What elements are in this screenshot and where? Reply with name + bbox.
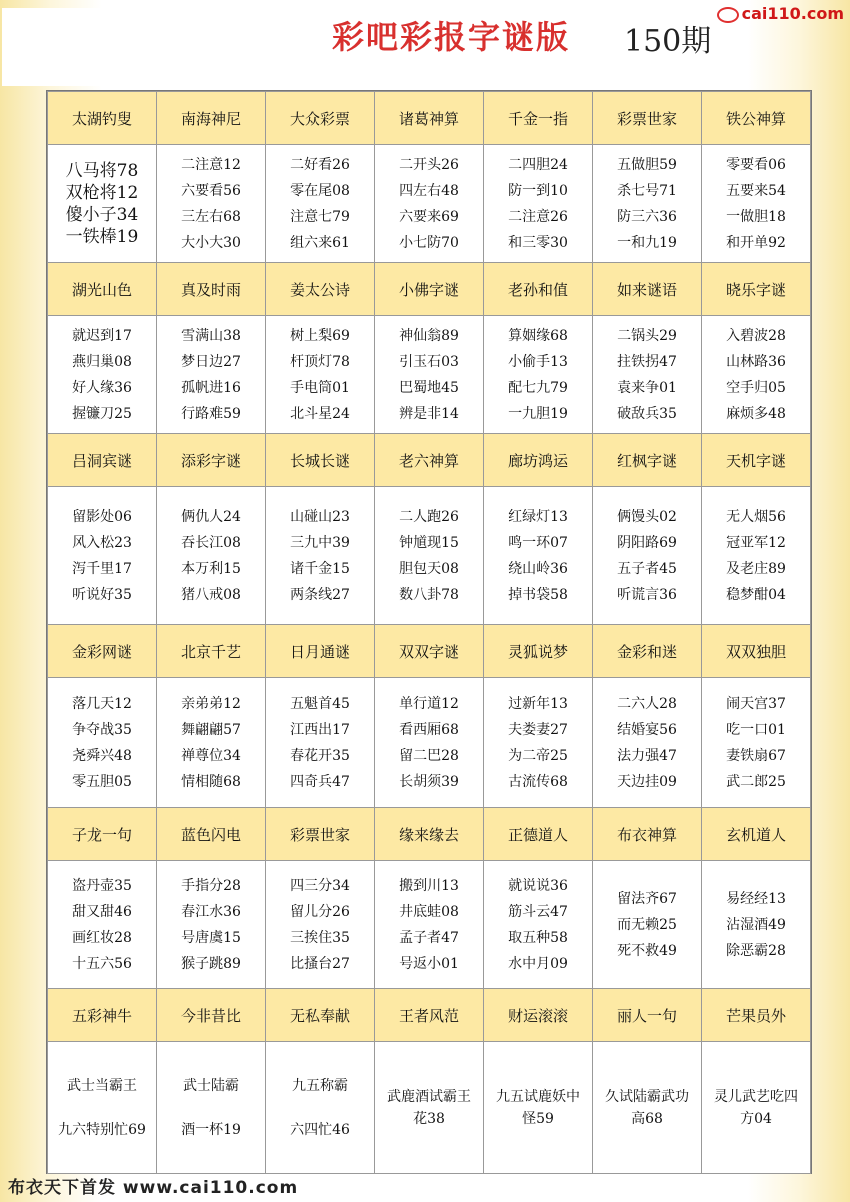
section-header-row xyxy=(48,434,811,487)
puzzle-cell xyxy=(48,1042,157,1174)
author-header: 丽人一句 xyxy=(593,989,702,1042)
puzzle-line: 好人缘36 xyxy=(72,379,132,396)
logo-ring-icon xyxy=(717,7,739,23)
puzzle-line: 争夺战35 xyxy=(72,721,132,738)
puzzle-line: 防一到10 xyxy=(508,182,568,199)
puzzle-line: 留影处06 xyxy=(72,508,132,525)
puzzle-line: 九六特别忙69 xyxy=(58,1121,146,1138)
puzzle-line: 号返小01 xyxy=(399,955,459,972)
section-header-row xyxy=(48,625,811,678)
puzzle-table xyxy=(47,91,811,1174)
puzzle-line: 为二帝25 xyxy=(508,747,568,764)
puzzle-line: 小偷手13 xyxy=(508,353,568,370)
author-header: 老孙和值 xyxy=(484,263,593,316)
author-header: 红枫字谜 xyxy=(593,434,702,487)
puzzle-line: 猪八戒08 xyxy=(181,586,241,603)
section-header-row xyxy=(48,808,811,861)
puzzle-line: 零五胆05 xyxy=(72,773,132,790)
puzzle-line: 算姻缘68 xyxy=(508,327,568,344)
puzzle-cell xyxy=(266,1042,375,1174)
puzzle-line: 搬到川13 xyxy=(399,877,459,894)
puzzle-line: 握镰刀25 xyxy=(72,405,132,422)
puzzle-line: 武鹿酒试霸王花38 xyxy=(387,1088,471,1127)
puzzle-line: 一九胆19 xyxy=(508,405,568,422)
author-header: 彩票世家 xyxy=(266,808,375,861)
puzzle-line: 而无赖25 xyxy=(617,916,677,933)
puzzle-line: 配七九79 xyxy=(508,379,568,396)
puzzle-line: 梦日边27 xyxy=(181,353,241,370)
author-header: 湖光山色 xyxy=(48,263,157,316)
puzzle-line: 四左右48 xyxy=(399,182,459,199)
puzzle-line: 就迟到17 xyxy=(72,327,132,344)
puzzle-line: 听说好35 xyxy=(72,586,132,603)
footer-text: 布衣天下首发 www.cai110.com xyxy=(8,1178,299,1198)
puzzle-line: 山林路36 xyxy=(726,353,786,370)
puzzle-line: 三九中39 xyxy=(290,534,350,551)
author-header: 灵狐说梦 xyxy=(484,625,593,678)
author-header: 双双独胆 xyxy=(702,625,811,678)
author-header: 金彩网谜 xyxy=(48,625,157,678)
blank-banner-left xyxy=(2,8,282,86)
author-header: 正德道人 xyxy=(484,808,593,861)
puzzle-line: 灵儿武艺吃四方04 xyxy=(714,1088,798,1127)
puzzle-line: 留儿分26 xyxy=(290,903,350,920)
puzzle-cell xyxy=(48,678,157,808)
section-body-row xyxy=(48,316,811,434)
puzzle-line: 孟子者47 xyxy=(399,929,459,946)
puzzle-cell xyxy=(484,316,593,434)
puzzle-cell xyxy=(375,1042,484,1174)
author-header: 长城长谜 xyxy=(266,434,375,487)
author-header: 千金一指 xyxy=(484,92,593,145)
puzzle-line: 钟馗现15 xyxy=(399,534,459,551)
puzzle-line: 吞长江08 xyxy=(181,534,241,551)
puzzle-line: 除恶霸28 xyxy=(726,942,786,959)
puzzle-line: 鸣一环07 xyxy=(508,534,568,551)
puzzle-line: 和三零30 xyxy=(508,234,568,251)
author-header: 芒果员外 xyxy=(702,989,811,1042)
puzzle-line: 夫娄妻27 xyxy=(508,721,568,738)
puzzle-line: 一铁棒19 xyxy=(65,226,139,247)
puzzle-cell xyxy=(593,1042,702,1174)
puzzle-cell xyxy=(375,678,484,808)
puzzle-cell xyxy=(157,145,266,263)
puzzle-line: 二注意26 xyxy=(508,208,568,225)
puzzle-cell xyxy=(593,678,702,808)
puzzle-line: 泻千里17 xyxy=(72,560,132,577)
puzzle-line: 结婚宴56 xyxy=(617,721,677,738)
author-header: 双双字谜 xyxy=(375,625,484,678)
puzzle-line: 画红妆28 xyxy=(72,929,132,946)
puzzle-line: 易经经13 xyxy=(726,890,786,907)
puzzle-line: 吃一口01 xyxy=(726,721,786,738)
puzzle-line: 阴阳路69 xyxy=(617,534,677,551)
puzzle-line: 俩仇人24 xyxy=(181,508,241,525)
puzzle-line: 筋斗云47 xyxy=(508,903,568,920)
puzzle-line: 拄铁拐47 xyxy=(617,353,677,370)
puzzle-cell xyxy=(157,487,266,625)
puzzle-line: 傻小子34 xyxy=(65,204,139,225)
puzzle-cell xyxy=(48,487,157,625)
puzzle-line: 盗丹壶35 xyxy=(72,877,132,894)
author-header: 真及时雨 xyxy=(157,263,266,316)
puzzle-cell xyxy=(375,316,484,434)
puzzle-line: 武士陆霸 xyxy=(183,1077,239,1094)
author-header: 诸葛神算 xyxy=(375,92,484,145)
line-spacer xyxy=(157,1097,265,1119)
puzzle-line: 沾湿酒49 xyxy=(726,916,786,933)
puzzle-cell xyxy=(702,861,811,989)
puzzle-line: 三挨住35 xyxy=(290,929,350,946)
puzzle-line: 情相随68 xyxy=(181,773,241,790)
site-logo-text: cai110.com xyxy=(741,4,844,23)
puzzle-line: 三左右68 xyxy=(181,208,241,225)
puzzle-line: 引玉石03 xyxy=(399,353,459,370)
puzzle-line: 胆包天08 xyxy=(399,560,459,577)
puzzle-cell xyxy=(484,145,593,263)
puzzle-line: 风入松23 xyxy=(72,534,132,551)
section-body-row xyxy=(48,1042,811,1174)
puzzle-line: 巴蜀地45 xyxy=(399,379,459,396)
site-logo[interactable] xyxy=(717,4,844,23)
puzzle-line: 组六来61 xyxy=(290,234,350,251)
puzzle-line: 行路难59 xyxy=(181,405,241,422)
author-header: 金彩和迷 xyxy=(593,625,702,678)
puzzle-line: 麻烦多48 xyxy=(726,405,786,422)
author-header: 今非昔比 xyxy=(157,989,266,1042)
author-header: 如来谜语 xyxy=(593,263,702,316)
puzzle-line: 号唐虞15 xyxy=(181,929,241,946)
puzzle-cell xyxy=(157,1042,266,1174)
puzzle-line: 小七防70 xyxy=(399,234,459,251)
puzzle-line: 六四忙46 xyxy=(290,1121,350,1138)
puzzle-line: 就说说36 xyxy=(508,877,568,894)
puzzle-line: 甜又甜46 xyxy=(72,903,132,920)
section-body-row xyxy=(48,678,811,808)
puzzle-line: 春江水36 xyxy=(181,903,241,920)
puzzle-cell xyxy=(702,316,811,434)
puzzle-line: 手电筒01 xyxy=(290,379,350,396)
puzzle-cell xyxy=(48,861,157,989)
puzzle-line: 红绿灯13 xyxy=(508,508,568,525)
puzzle-line: 十五六56 xyxy=(72,955,132,972)
page-title: 彩吧彩报字谜版 xyxy=(332,18,571,56)
puzzle-line: 九五试鹿妖中怪59 xyxy=(496,1088,580,1127)
puzzle-line: 辨是非14 xyxy=(399,405,459,422)
puzzle-cell xyxy=(593,316,702,434)
puzzle-line: 山碰山23 xyxy=(290,508,350,525)
puzzle-cell xyxy=(484,861,593,989)
puzzle-line: 听谎言36 xyxy=(617,586,677,603)
puzzle-line: 比搔台27 xyxy=(290,955,350,972)
puzzle-line: 杆顶灯78 xyxy=(290,353,350,370)
puzzle-line: 破敌兵35 xyxy=(617,405,677,422)
section-header-row xyxy=(48,92,811,145)
puzzle-line: 双枪将12 xyxy=(65,182,139,203)
puzzle-line: 稳梦酣04 xyxy=(726,586,786,603)
puzzle-line: 六要来69 xyxy=(399,208,459,225)
puzzle-line: 袁来争01 xyxy=(617,379,677,396)
author-header: 缘来缘去 xyxy=(375,808,484,861)
puzzle-line: 二人跑26 xyxy=(399,508,459,525)
puzzle-line: 酒一杯19 xyxy=(181,1121,241,1138)
puzzle-line: 孤帆进16 xyxy=(181,379,241,396)
puzzle-line: 看西厢68 xyxy=(399,721,459,738)
puzzle-line: 古流传68 xyxy=(508,773,568,790)
puzzle-cell xyxy=(702,145,811,263)
puzzle-line: 井底蛙08 xyxy=(399,903,459,920)
puzzle-line: 两条线27 xyxy=(290,586,350,603)
puzzle-line: 二锅头29 xyxy=(617,327,677,344)
puzzle-line: 春花开35 xyxy=(290,747,350,764)
author-header: 添彩字谜 xyxy=(157,434,266,487)
puzzle-line: 落几天12 xyxy=(72,695,132,712)
author-header: 王者风范 xyxy=(375,989,484,1042)
author-header: 晓乐字谜 xyxy=(702,263,811,316)
puzzle-cell xyxy=(48,145,157,263)
puzzle-cell xyxy=(593,861,702,989)
puzzle-line: 二六人28 xyxy=(617,695,677,712)
puzzle-line: 北斗星24 xyxy=(290,405,350,422)
puzzle-line: 四奇兵47 xyxy=(290,773,350,790)
puzzle-line: 留二巴28 xyxy=(399,747,459,764)
puzzle-line: 四三分34 xyxy=(290,877,350,894)
author-header: 彩票世家 xyxy=(593,92,702,145)
puzzle-cell xyxy=(484,1042,593,1174)
puzzle-line: 单行道12 xyxy=(399,695,459,712)
puzzle-line: 五魁首45 xyxy=(290,695,350,712)
puzzle-cell xyxy=(702,678,811,808)
puzzle-cell xyxy=(266,145,375,263)
author-header: 日月通谜 xyxy=(266,625,375,678)
author-header: 小佛字谜 xyxy=(375,263,484,316)
puzzle-line: 一和九19 xyxy=(617,234,677,251)
author-header: 南海神尼 xyxy=(157,92,266,145)
puzzle-line: 八马将78 xyxy=(65,160,139,181)
author-header: 五彩神牛 xyxy=(48,989,157,1042)
puzzle-line: 本万利15 xyxy=(181,560,241,577)
puzzle-line: 亲弟弟12 xyxy=(181,695,241,712)
puzzle-cell xyxy=(266,861,375,989)
puzzle-line: 武二郎25 xyxy=(726,773,786,790)
section-body-row xyxy=(48,487,811,625)
puzzle-line: 大小大30 xyxy=(181,234,241,251)
puzzle-line: 注意七79 xyxy=(290,208,350,225)
puzzle-line: 二好看26 xyxy=(290,156,350,173)
puzzle-line: 闹天宫37 xyxy=(726,695,786,712)
line-spacer xyxy=(266,1097,374,1119)
author-header: 布衣神算 xyxy=(593,808,702,861)
puzzle-cell xyxy=(593,487,702,625)
author-header: 吕洞宾谜 xyxy=(48,434,157,487)
blank-banner-mid xyxy=(358,56,584,84)
puzzle-line: 无人烟56 xyxy=(726,508,786,525)
line-spacer xyxy=(48,1097,156,1119)
puzzle-line: 尧舜兴48 xyxy=(72,747,132,764)
puzzle-line: 二注意12 xyxy=(181,156,241,173)
author-header: 子龙一句 xyxy=(48,808,157,861)
puzzle-line: 禅尊位34 xyxy=(181,747,241,764)
puzzle-line: 俩馒头02 xyxy=(617,508,677,525)
puzzle-line: 杀七号71 xyxy=(617,182,677,199)
puzzle-cell xyxy=(266,487,375,625)
puzzle-line: 二四胆24 xyxy=(508,156,568,173)
puzzle-line: 入碧波28 xyxy=(726,327,786,344)
puzzle-line: 雪满山38 xyxy=(181,327,241,344)
author-header: 蓝色闪电 xyxy=(157,808,266,861)
section-body-row xyxy=(48,861,811,989)
section-header-row xyxy=(48,989,811,1042)
puzzle-line: 江西出17 xyxy=(290,721,350,738)
puzzle-cell xyxy=(48,316,157,434)
puzzle-line: 留法齐67 xyxy=(617,890,677,907)
puzzle-line: 神仙翁89 xyxy=(399,327,459,344)
puzzle-line: 树上梨69 xyxy=(290,327,350,344)
puzzle-line: 零在尾08 xyxy=(290,182,350,199)
puzzle-cell xyxy=(484,678,593,808)
puzzle-line: 武士当霸王 xyxy=(67,1077,137,1094)
puzzle-line: 掉书袋58 xyxy=(508,586,568,603)
puzzle-line: 九五称霸 xyxy=(292,1077,348,1094)
puzzle-sheet xyxy=(46,90,812,1174)
puzzle-cell xyxy=(157,316,266,434)
author-header: 天机字谜 xyxy=(702,434,811,487)
puzzle-cell xyxy=(484,487,593,625)
section-header-row xyxy=(48,263,811,316)
puzzle-cell xyxy=(157,678,266,808)
puzzle-line: 诸千金15 xyxy=(290,560,350,577)
puzzle-line: 久试陆霸武功高68 xyxy=(605,1088,689,1127)
puzzle-cell xyxy=(702,487,811,625)
author-header: 铁公神算 xyxy=(702,92,811,145)
puzzle-line: 舞翩翩57 xyxy=(181,721,241,738)
puzzle-line: 法力强47 xyxy=(617,747,677,764)
puzzle-cell xyxy=(375,145,484,263)
puzzle-line: 和开单92 xyxy=(726,234,786,251)
puzzle-line: 手指分28 xyxy=(181,877,241,894)
issue-number: 150期 xyxy=(624,24,712,59)
puzzle-line: 天边挂09 xyxy=(617,773,677,790)
author-header: 廊坊鸿运 xyxy=(484,434,593,487)
section-body-row xyxy=(48,145,811,263)
puzzle-cell xyxy=(266,678,375,808)
puzzle-cell xyxy=(375,487,484,625)
author-header: 北京千艺 xyxy=(157,625,266,678)
puzzle-line: 取五种58 xyxy=(508,929,568,946)
puzzle-line: 妻铁扇67 xyxy=(726,747,786,764)
author-header: 大众彩票 xyxy=(266,92,375,145)
author-header: 玄机道人 xyxy=(702,808,811,861)
puzzle-line: 死不救49 xyxy=(617,942,677,959)
puzzle-cell xyxy=(702,1042,811,1174)
puzzle-cell xyxy=(593,145,702,263)
puzzle-line: 及老庄89 xyxy=(726,560,786,577)
puzzle-line: 防三六36 xyxy=(617,208,677,225)
author-header: 姜太公诗 xyxy=(266,263,375,316)
puzzle-line: 一做胆18 xyxy=(726,208,786,225)
puzzle-line: 冠亚军12 xyxy=(726,534,786,551)
puzzle-cell xyxy=(266,316,375,434)
author-header: 老六神算 xyxy=(375,434,484,487)
puzzle-line: 五做胆59 xyxy=(617,156,677,173)
puzzle-cell xyxy=(375,861,484,989)
author-header: 太湖钓叟 xyxy=(48,92,157,145)
puzzle-line: 燕归巢08 xyxy=(72,353,132,370)
puzzle-line: 空手归05 xyxy=(726,379,786,396)
puzzle-line: 绕山岭36 xyxy=(508,560,568,577)
puzzle-line: 数八卦78 xyxy=(399,586,459,603)
puzzle-table-body xyxy=(48,92,811,1174)
puzzle-line: 二开头26 xyxy=(399,156,459,173)
puzzle-cell xyxy=(157,861,266,989)
author-header: 无私奉献 xyxy=(266,989,375,1042)
puzzle-line: 猴子跳89 xyxy=(181,955,241,972)
puzzle-line: 五要来54 xyxy=(726,182,786,199)
puzzle-line: 水中月09 xyxy=(508,955,568,972)
puzzle-line: 长胡须39 xyxy=(399,773,459,790)
puzzle-line: 五子者45 xyxy=(617,560,677,577)
puzzle-line: 过新年13 xyxy=(508,695,568,712)
puzzle-line: 零要看06 xyxy=(726,156,786,173)
puzzle-line: 六要看56 xyxy=(181,182,241,199)
author-header: 财运滚滚 xyxy=(484,989,593,1042)
